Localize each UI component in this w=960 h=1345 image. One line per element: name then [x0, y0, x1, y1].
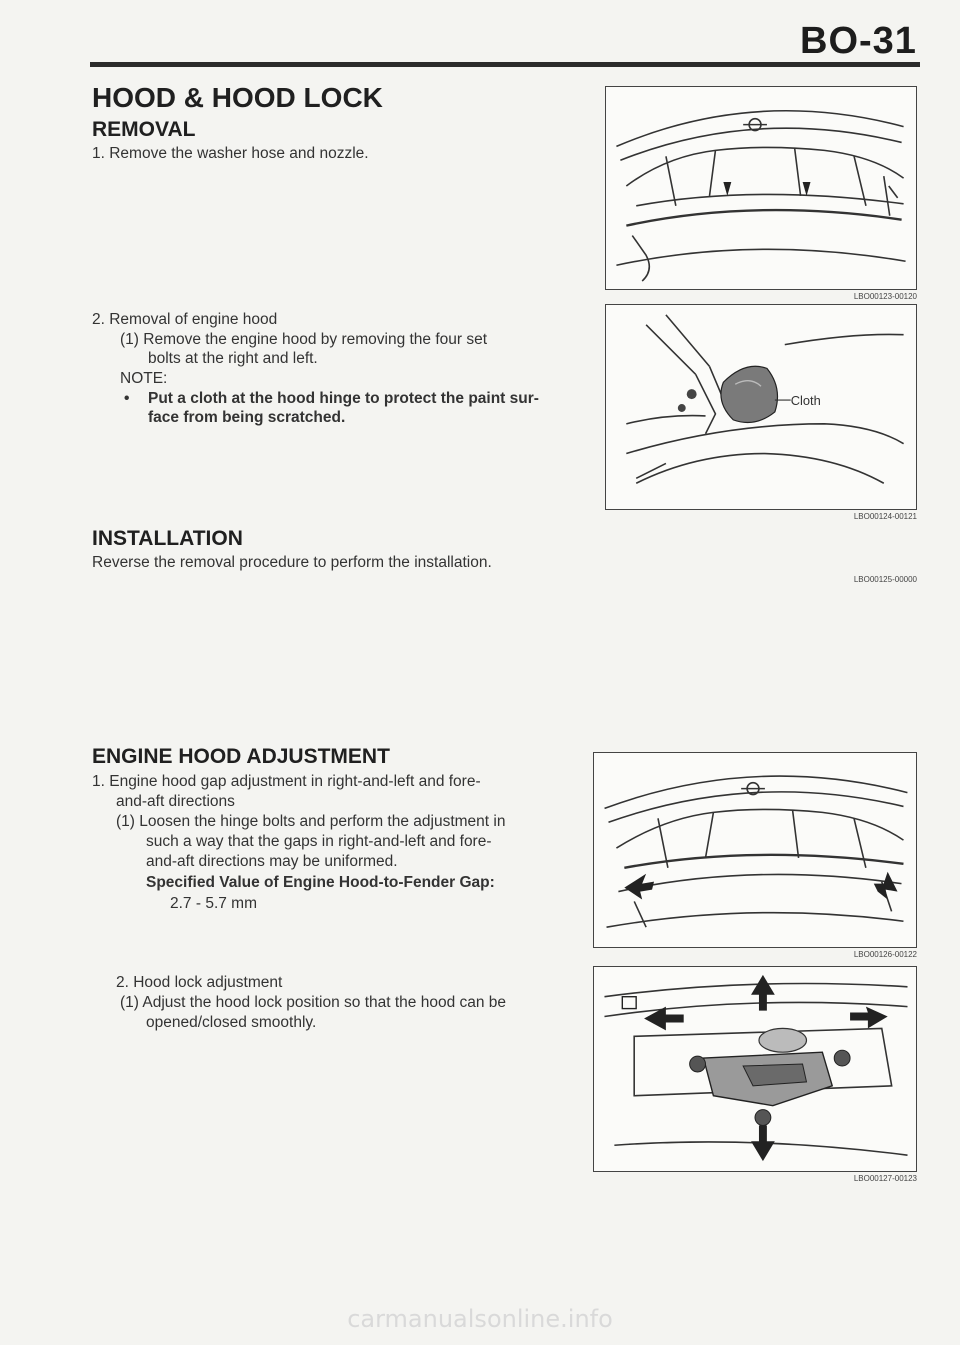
figure-hood-lock — [593, 966, 917, 1172]
adjustment-step-1-b: and-aft directions — [116, 793, 235, 810]
adjustment-step-1-a: 1. Engine hood gap adjustment in right-and-left and fore- — [92, 773, 481, 790]
installation-code: LBO00125-00000 — [853, 575, 917, 584]
hood-underside-illustration — [606, 87, 916, 289]
removal-heading: REMOVAL — [92, 118, 196, 141]
site-watermark: carmanualsonline.info — [347, 1305, 613, 1333]
removal-step-2: 2. Removal of engine hood — [92, 311, 278, 328]
figure-3-code: LBO00126-00122 — [853, 950, 917, 959]
note-text-b: face from being scratched. — [148, 409, 346, 426]
installation-heading: INSTALLATION — [92, 527, 243, 550]
hood-gap-illustration — [594, 753, 916, 947]
page-code: BO-31 — [800, 20, 917, 62]
adjustment-sub-1-b: such a way that the gaps in right-and-left and fore- — [146, 833, 492, 850]
adjustment-heading: ENGINE HOOD ADJUSTMENT — [92, 745, 390, 768]
note-bullet: • — [124, 390, 130, 407]
spec-label: Specified Value of Engine Hood-to-Fender Gap: — [146, 874, 495, 891]
figure-4-code: LBO00127-00123 — [853, 1174, 917, 1183]
removal-step-1: 1. Remove the washer hose and nozzle. — [92, 145, 369, 162]
figure-hood-hinge — [605, 304, 917, 510]
note-label: NOTE: — [120, 370, 168, 387]
hood-lock-illustration — [594, 967, 916, 1171]
figure-hood-gap — [593, 752, 917, 948]
page-title: HOOD & HOOD LOCK — [92, 82, 383, 113]
hood-hinge-illustration — [606, 305, 916, 509]
adjustment-sub-2-b: opened/closed smoothly. — [146, 1014, 317, 1031]
figure-2-code: LBO00124-00121 — [853, 512, 917, 521]
removal-step-2-sub-b: bolts at the right and left. — [148, 350, 318, 367]
installation-text: Reverse the removal procedure to perform the installation. — [92, 554, 492, 571]
adjustment-sub-2-a: (1) Adjust the hood lock position so that the hood can be — [120, 994, 507, 1011]
removal-step-2-sub-a: (1) Remove the engine hood by removing the four set — [120, 331, 488, 348]
adjustment-step-2: 2. Hood lock adjustment — [116, 974, 283, 991]
adjustment-sub-1-c: and-aft directions may be uniformed. — [146, 853, 398, 870]
header-rule — [90, 62, 920, 67]
spec-value: 2.7 - 5.7 mm — [170, 895, 257, 912]
figure-washer-hose — [605, 86, 917, 290]
cloth-label: Cloth — [790, 393, 821, 409]
figure-1-code: LBO00123-00120 — [853, 292, 917, 301]
note-text-a: Put a cloth at the hood hinge to protect the paint sur- — [148, 390, 539, 407]
adjustment-sub-1-a: (1) Loosen the hinge bolts and perform the adjustment in — [116, 813, 506, 830]
